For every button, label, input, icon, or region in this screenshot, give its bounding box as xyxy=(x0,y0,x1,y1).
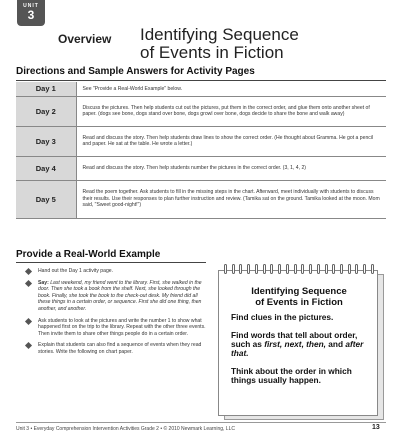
list-item xyxy=(26,268,211,275)
page-title-line1: Identifying Sequence xyxy=(140,25,299,44)
table-row xyxy=(16,126,386,156)
overview-label: Overview xyxy=(58,32,112,46)
bullet-text: Last weekend, my friend went to the library. First, she walked in the door. Then she took a book from the shelf. Next, she looked through the book. Finally, she took the book to the check-out desk. My friend did all these things in a certain order, or sequence. First she did one thing, then another, and another. xyxy=(38,279,202,312)
day-label: Day 4 xyxy=(16,156,76,180)
notepad-illustration xyxy=(218,266,382,418)
notepad-sheet xyxy=(218,270,378,416)
footer-rule xyxy=(16,422,386,423)
diamond-bullet-icon xyxy=(25,318,32,325)
day-label: Day 2 xyxy=(16,96,76,126)
spiral-binding xyxy=(224,264,374,274)
tip2-italic-words: first, next, then, xyxy=(264,339,326,350)
list-item xyxy=(26,318,211,338)
page-title-line2: of Events in Fiction xyxy=(140,43,284,62)
unit-tab-number: 3 xyxy=(27,8,35,22)
day-description: Discuss the pictures. Then help students cut out the pictures, put them in the correct order, and glue them onto another sheet of paper. (dogs see bone, dogs stand over bone, dogs growl over bone, dogs decide to share the bone and walk away) xyxy=(76,96,386,126)
notepad-title-line2: of Events in Fiction xyxy=(255,296,343,308)
day-label: Day 1 xyxy=(16,82,76,96)
real-world-list xyxy=(26,268,211,361)
diamond-bullet-icon xyxy=(25,342,32,349)
diamond-bullet-icon xyxy=(25,268,32,275)
real-world-heading: Provide a Real-World Example xyxy=(16,249,161,260)
notepad-tip-2 xyxy=(231,331,371,359)
bullet-text: Explain that students can also find a sequence of events when they read stories. Write the following on chart paper. xyxy=(38,342,202,355)
day-description: Read the poem together. Ask students to fill in the missing steps in the chart. Afterward, meet individually with students to discuss their results. Use their responses to plan further instruction and review. (Tamika sat on the ground. Tamika looked at the moon. Mom said, "Sweet good-night!") xyxy=(76,180,386,218)
table-row xyxy=(16,180,386,218)
table-row xyxy=(16,96,386,126)
tip2-connector: and xyxy=(326,339,346,350)
table-row xyxy=(16,156,386,180)
day-label: Day 5 xyxy=(16,180,76,218)
day-label: Day 3 xyxy=(16,126,76,156)
activity-table xyxy=(16,82,386,219)
tip2-italic-last: after that. xyxy=(231,339,364,359)
notepad-tip-1: Find clues in the pictures. xyxy=(231,312,334,322)
real-world-rule xyxy=(16,262,206,263)
day-description: See "Provide a Real-World Example" below. xyxy=(76,82,386,96)
page-title xyxy=(140,26,360,62)
footer-text: Unit 3 • Everyday Comprehension Intervention Activities Grade 2 • © 2010 Newmark Learning, LLC xyxy=(16,426,235,432)
notepad-title-line1: Identifying Sequence xyxy=(251,286,347,297)
bullet-text: Hand out the Day 1 activity page. xyxy=(38,268,114,274)
notepad-tip-3: Think about the order in which things usually happen. xyxy=(231,366,352,386)
unit-tab xyxy=(17,0,45,26)
page-number: 13 xyxy=(372,424,380,431)
directions-rule xyxy=(16,80,386,81)
day-description: Read and discuss the story. Then help students number the pictures in the correct order. (3, 1, 4, 2) xyxy=(76,156,386,180)
unit-tab-label: UNIT xyxy=(23,3,39,9)
list-item xyxy=(26,342,211,355)
bullet-text: Ask students to look at the pictures and write the number 1 to show what happened first on the trip to the library. Repeat with the other three events. Then invite them to share other things people do in a certain order. xyxy=(38,317,206,337)
notepad-title xyxy=(219,287,379,308)
say-label: Say: xyxy=(38,279,49,286)
directions-heading: Directions and Sample Answers for Activity Pages xyxy=(16,66,255,77)
table-row xyxy=(16,82,386,96)
diamond-bullet-icon xyxy=(25,280,32,287)
list-item xyxy=(26,280,211,313)
day-description: Read and discuss the story. Then help students draw lines to show the correct order. (He thought about Gramma. He got a pencil and paper. He sat at the table. He wrote a letter.) xyxy=(76,126,386,156)
tip2-text: Find words that tell about order, such as xyxy=(231,330,358,350)
